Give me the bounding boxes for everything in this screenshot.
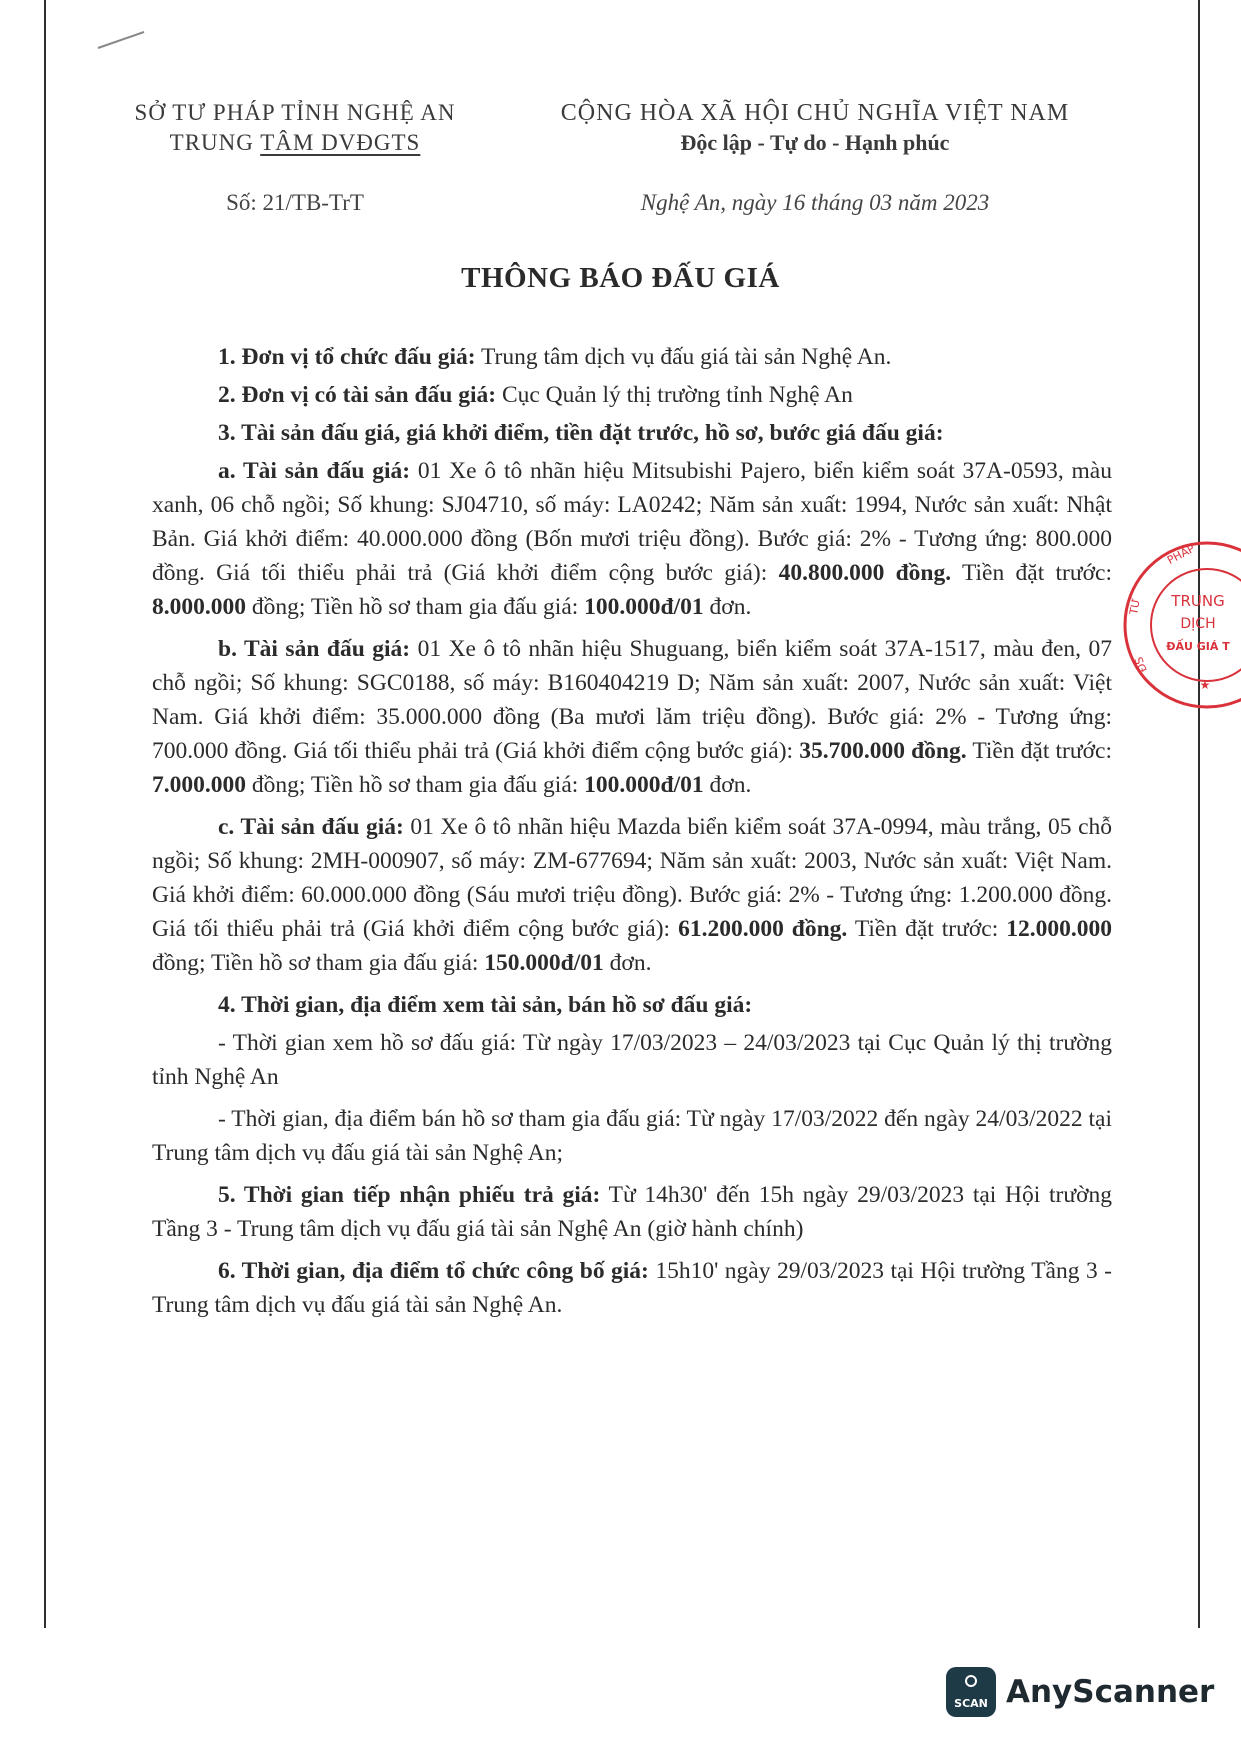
asset-b-text-4: đơn. xyxy=(703,772,752,798)
asset-a-text-4: đơn. xyxy=(703,594,752,620)
section-1 xyxy=(152,340,1112,374)
section-5-text: Từ 14h30' đến 15h ngày 29/03/2023 tại Hội trường Tầng 3 - Trung tâm dịch vụ đấu giá tài sản Nghệ An (giờ hành chính) xyxy=(152,1182,1112,1242)
asset-c-text-4: đơn. xyxy=(603,950,652,976)
section-1-label: 1. Đơn vị tổ chức đấu giá: xyxy=(218,344,476,370)
logo-label: SCAN xyxy=(954,1697,988,1710)
asset-a-deposit: 8.000.000 xyxy=(152,594,246,620)
asset-a-min-price: 40.800.000 đồng. xyxy=(778,560,952,586)
org-line-2-a: TRUNG xyxy=(169,130,261,155)
asset-c xyxy=(152,810,1112,980)
document-body xyxy=(152,340,1112,1326)
org-line-2 xyxy=(110,128,480,158)
asset-b-text-3: đồng; Tiền hồ sơ tham gia đấu giá: xyxy=(246,772,585,798)
asset-b-min-price: 35.700.000 đồng. xyxy=(799,738,967,764)
scanner-watermark xyxy=(946,1663,1214,1721)
section-2-text: Cục Quản lý thị trường tỉnh Nghệ An xyxy=(496,382,853,408)
seal-star: ★ xyxy=(1199,678,1211,692)
seal-arc-bottom: ĐS xyxy=(1132,654,1150,675)
section-6 xyxy=(152,1254,1112,1322)
asset-c-min-price: 61.200.000 đồng. xyxy=(678,916,848,942)
asset-b-deposit: 7.000.000 xyxy=(152,772,246,798)
seal-line-1: TRUNG xyxy=(1171,592,1225,610)
document-number: Số: 21/TB-TrT xyxy=(226,190,364,215)
asset-c-text-3: đồng; Tiền hồ sơ tham gia đấu giá: xyxy=(152,950,485,976)
section-2-label: 2. Đơn vị có tài sản đấu giá: xyxy=(218,382,497,408)
asset-a xyxy=(152,454,1112,624)
nation-line: CỘNG HÒA XÃ HỘI CHỦ NGHĨA VIỆT NAM xyxy=(560,100,1070,126)
section-5 xyxy=(152,1178,1112,1246)
section-6-text: 15h10' ngày 29/03/2023 tại Hội trường Tầng 3 - Trung tâm dịch vụ đấu giá tài sản Nghệ An. xyxy=(152,1258,1112,1318)
asset-b xyxy=(152,632,1112,802)
asset-a-text-2: Tiền đặt trước: xyxy=(951,560,1112,586)
asset-b-text-2: Tiền đặt trước: xyxy=(966,738,1112,764)
asset-b-label: b. Tài sản đấu giá: xyxy=(218,636,411,662)
seal-arc-left: TƯ xyxy=(1127,597,1143,616)
anyscanner-logo-icon xyxy=(946,1667,996,1717)
section-4 xyxy=(152,988,1112,1022)
asset-a-text-1: 01 Xe ô tô nhãn hiệu Mitsubishi Pajero, biển kiểm soát 37A-0593, màu xanh, 06 chỗ ngồi; Số khung: SJ04710, số máy: LA0242; Năm sản xuất: 1994, Nước sản xuất: Nhật Bản. Giá khởi điểm: 40.000.000 đồng (Bốn mươi triệu đồng). Bước giá: 2% - Tương ứng: 800.000 đồng. Giá tối thiểu phải trả (Giá khởi điểm cộng bước giá): xyxy=(152,458,1112,586)
asset-c-fee: 150.000đ/01 xyxy=(484,950,604,976)
section-4-line-2: - Thời gian, địa điểm bán hồ sơ tham gia đấu giá: Từ ngày 17/03/2022 đến ngày 24/03/2022 tại Trung tâm dịch vụ đấu giá tài sản Nghệ An; xyxy=(152,1106,1112,1166)
seal-line-2: DỊCH xyxy=(1180,616,1216,632)
asset-b-text-1: 01 Xe ô tô nhãn hiệu Shuguang, biển kiểm soát 37A-1517, màu đen, 07 chỗ ngồi; Số khung: SGC0188, số máy: B160404219 D; Năm sản xuất: 2007, Nước sản xuất: Việt Nam. Giá khởi điểm: 35.000.000 đồng (Ba mươi lăm triệu đồng). Bước giá: 2% - Tương ứng: 700.000 đồng. Giá tối thiểu phải trả (Giá khởi điểm cộng bước giá): xyxy=(152,636,1113,764)
asset-c-deposit: 12.000.000 xyxy=(1006,916,1112,942)
brand-name: AnyScanner xyxy=(1006,1674,1215,1710)
seal-arc-top: PHÁP xyxy=(1165,541,1197,568)
asset-c-text-1: 01 Xe ô tô nhãn hiệu Mazda biển kiểm soát 37A-0994, màu trắng, 05 chỗ ngồi; Số khung: 2MH-000907, số máy: ZM-677694; Năm sản xuất: 2003, Nước sản xuất: Việt Nam. Giá khởi điểm: 60.000.000 đồng (Sáu mươi triệu đồng). Bước giá: 2% - Tương ứng: 1.200.000 đồng. Giá tối thiểu phải trả (Giá khởi điểm cộng bước giá): xyxy=(152,814,1112,942)
asset-a-text-3: đồng; Tiền hồ sơ tham gia đấu giá: xyxy=(246,594,585,620)
section-3-label: 3. Tài sản đấu giá, giá khởi điểm, tiền đặt trước, hồ sơ, bước giá đấu giá: xyxy=(218,420,944,446)
logo-dot xyxy=(965,1675,977,1687)
seal-line-3: ĐẤU GIÁ T xyxy=(1166,640,1230,653)
section-1-text: Trung tâm dịch vụ đấu giá tài sản Nghệ An. xyxy=(475,344,892,370)
asset-a-fee: 100.000đ/01 xyxy=(584,594,704,620)
asset-a-label: a. Tài sản đấu giá: xyxy=(218,458,411,484)
section-4-label: 4. Thời gian, địa điểm xem tài sản, bán hồ sơ đấu giá: xyxy=(218,992,753,1018)
section-6-label: 6. Thời gian, địa điểm tổ chức công bố giá: xyxy=(218,1258,649,1284)
section-3 xyxy=(152,416,1112,450)
section-2 xyxy=(152,378,1112,412)
org-line-1: SỞ TƯ PHÁP TỈNH NGHỆ AN xyxy=(134,100,456,125)
asset-c-label: c. Tài sản đấu giá: xyxy=(218,814,404,840)
section-5-label: 5. Thời gian tiếp nhận phiếu trả giá: xyxy=(218,1182,601,1208)
pen-mark xyxy=(96,30,146,50)
asset-c-text-2: Tiền đặt trước: xyxy=(847,916,1007,942)
issuing-organization xyxy=(110,98,480,158)
national-header xyxy=(520,98,1110,158)
document-date: Nghệ An, ngày 16 tháng 03 năm 2023 xyxy=(640,190,990,215)
org-line-2-b: TÂM DVĐGTS xyxy=(260,130,421,155)
official-seal xyxy=(1112,530,1241,720)
asset-b-fee: 100.000đ/01 xyxy=(584,772,704,798)
document-title: THÔNG BÁO ĐẤU GIÁ xyxy=(461,262,780,294)
section-4-line-1: - Thời gian xem hồ sơ đấu giá: Từ ngày 17/03/2023 – 24/03/2023 tại Cục Quản lý thị trường tỉnh Nghệ An xyxy=(152,1030,1112,1090)
motto-line: Độc lập - Tự do - Hạnh phúc xyxy=(680,130,950,155)
